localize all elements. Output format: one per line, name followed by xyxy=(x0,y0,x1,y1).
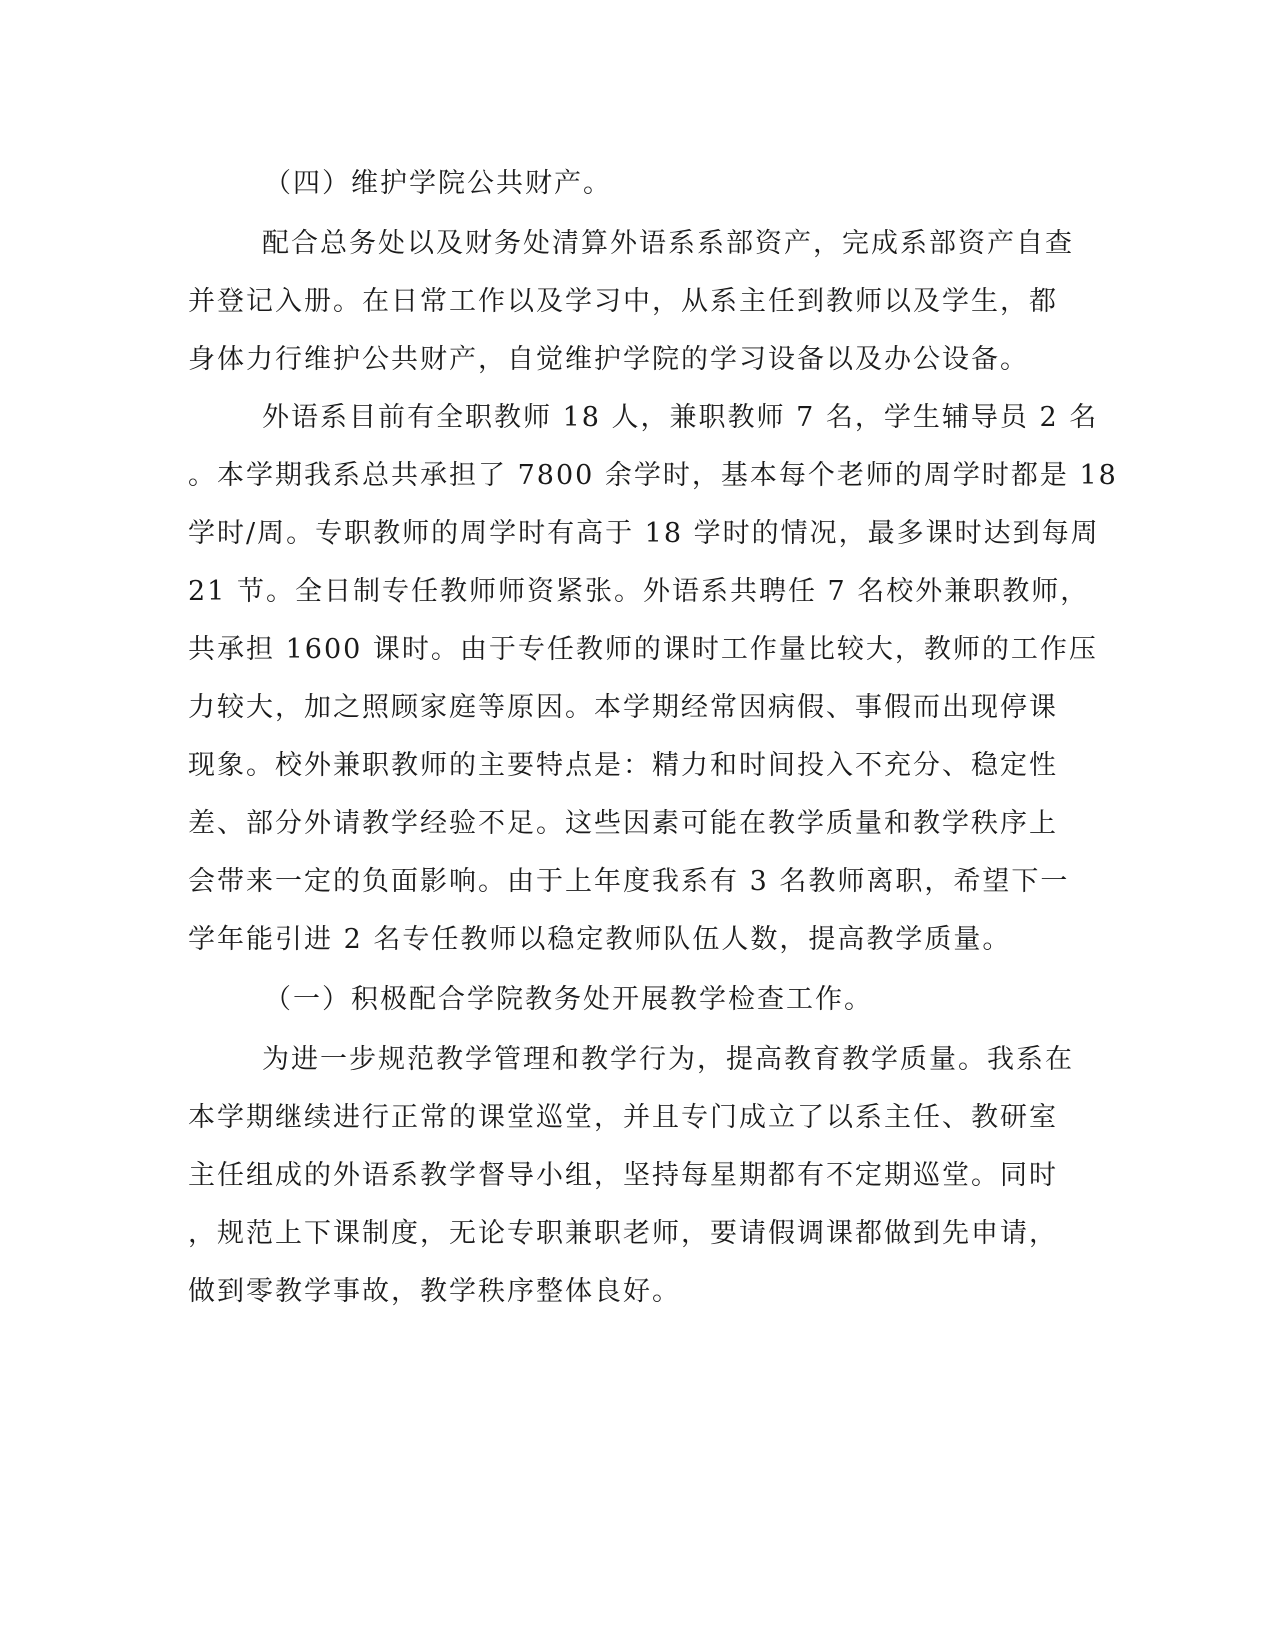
paragraph-line: 本学期继续进行正常的课堂巡堂，并且专门成立了以系主任、教研室 xyxy=(188,1102,1058,1133)
paragraph-line: 配合总务处以及财务处清算外语系系部资产，完成系部资产自查 xyxy=(262,228,1074,259)
paragraph-line: 学年能引进 2 名专任教师以稳定教师队伍人数，提高教学质量。 xyxy=(188,924,1012,955)
paragraph-line: 并登记入册。在日常工作以及学习中，从系主任到教师以及学生，都 xyxy=(188,286,1058,317)
paragraph-line: 身体力行维护公共财产，自觉维护学院的学习设备以及办公设备。 xyxy=(188,344,1029,375)
section-heading-1: （一）积极配合学院教务处开展教学检查工作。 xyxy=(264,984,873,1015)
paragraph-line: 主任组成的外语系教学督导小组，坚持每星期都有不定期巡堂。同时 xyxy=(188,1160,1058,1191)
paragraph-line: 学时/周。专职教师的周学时有高于 18 学时的情况，最多课时达到每周 xyxy=(188,518,1100,549)
paragraph-line: 外语系目前有全职教师 18 人，兼职教师 7 名，学生辅导员 2 名 xyxy=(262,402,1099,433)
section-heading-4: （四）维护学院公共财产。 xyxy=(264,168,612,199)
paragraph-line: 现象。校外兼职教师的主要特点是：精力和时间投入不充分、稳定性 xyxy=(188,750,1058,781)
paragraph-line: 。本学期我系总共承担了 7800 余学时，基本每个老师的周学时都是 18 xyxy=(188,460,1118,491)
paragraph-line: 会带来一定的负面影响。由于上年度我系有 3 名教师离职，希望下一 xyxy=(188,866,1070,897)
paragraph-line: 差、部分外请教学经验不足。这些因素可能在教学质量和教学秩序上 xyxy=(188,808,1058,839)
paragraph-line: 共承担 1600 课时。由于专任教师的课时工作量比较大，教师的工作压 xyxy=(188,634,1098,665)
paragraph-line: 为进一步规范教学管理和教学行为，提高教育教学质量。我系在 xyxy=(262,1044,1074,1075)
paragraph-line: ，规范上下课制度，无论专职兼职老师，要请假调课都做到先申请， xyxy=(188,1218,1058,1249)
paragraph-line: 21 节。全日制专任教师师资紧张。外语系共聘任 7 名校外兼职教师， xyxy=(188,576,1090,607)
paragraph-line: 做到零教学事故，教学秩序整体良好。 xyxy=(188,1276,681,1307)
paragraph-line: 力较大，加之照顾家庭等原因。本学期经常因病假、事假而出现停课 xyxy=(188,692,1058,723)
